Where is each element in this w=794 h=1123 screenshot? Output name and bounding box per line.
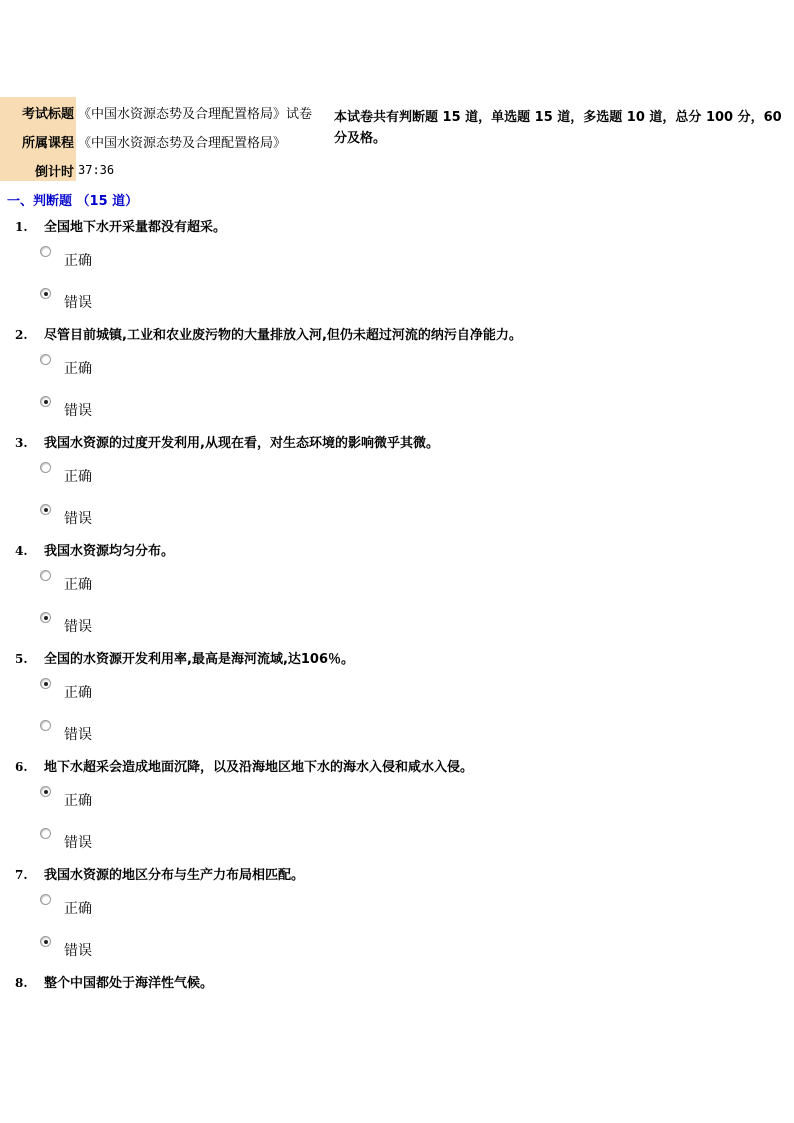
radio-unchecked-icon[interactable]: [40, 720, 51, 731]
question-text: 全国地下水开采量都没有超采。: [44, 220, 227, 235]
question-title: [15, 864, 304, 883]
exam-intro-line: 本试卷共有判断题 15 道，单选题 15 道，多选题 10 道，总分 100 分，60: [334, 110, 782, 125]
question-number: 3.: [15, 436, 28, 450]
exam-info-panel: [0, 97, 794, 181]
radio-unchecked-icon[interactable]: [40, 354, 51, 365]
radio-checked-icon[interactable]: [40, 396, 51, 407]
answer-option-label: 正确: [64, 901, 92, 917]
question-title: [15, 648, 354, 667]
answer-option-label: 错误: [64, 403, 92, 419]
question-number: 2.: [15, 328, 28, 342]
question-title: [15, 756, 473, 775]
question-number: 5.: [15, 652, 28, 666]
answer-option-label: 正确: [64, 361, 92, 377]
section-title: 一、判断题 （15 道）: [7, 194, 139, 209]
question-number: 6.: [15, 760, 28, 774]
radio-checked-icon[interactable]: [40, 936, 51, 947]
countdown-value: 37:36: [78, 163, 115, 177]
radio-dot-icon: [44, 292, 48, 296]
question-title: [15, 216, 226, 235]
answer-option-label: 错误: [64, 943, 92, 959]
answer-option-label: 错误: [64, 619, 92, 635]
radio-dot-icon: [44, 616, 48, 620]
answer-option-label: 正确: [64, 577, 92, 593]
radio-unchecked-icon[interactable]: [40, 462, 51, 473]
question-text: 我国水资源均匀分布。: [44, 544, 175, 559]
answer-option-label: 错误: [64, 295, 92, 311]
countdown-label: 倒计时: [34, 165, 74, 180]
exam-info-labels: [0, 97, 76, 181]
question-title: [15, 972, 213, 991]
radio-unchecked-icon[interactable]: [40, 570, 51, 581]
exam-title-label: 考试标题: [21, 107, 74, 122]
radio-checked-icon[interactable]: [40, 288, 51, 299]
answer-option-label: 错误: [64, 511, 92, 527]
question-title: [15, 324, 522, 343]
radio-dot-icon: [44, 790, 48, 794]
question-text: 地下水超采会造成地面沉降，以及沿海地区地下水的海水入侵和咸水入侵。: [44, 760, 474, 775]
question-number: 4.: [15, 544, 28, 558]
answer-option-label: 正确: [64, 685, 92, 701]
question-text: 我国水资源的过度开发利用,从现在看，对生态环境的影响微乎其微。: [44, 436, 439, 451]
exam-intro-line: 分及格。: [334, 131, 387, 146]
radio-checked-icon[interactable]: [40, 678, 51, 689]
question-number: 1.: [15, 220, 28, 234]
question-number: 7.: [15, 868, 28, 882]
radio-checked-icon[interactable]: [40, 504, 51, 515]
answer-option-label: 正确: [64, 469, 92, 485]
radio-dot-icon: [44, 682, 48, 686]
answer-option-label: 正确: [64, 253, 92, 269]
radio-unchecked-icon[interactable]: [40, 828, 51, 839]
exam-intro: [334, 107, 794, 149]
question-title: [15, 432, 439, 451]
radio-dot-icon: [44, 400, 48, 404]
question-text: 全国的水资源开发利用率,最高是海河流域,达106％。: [44, 652, 355, 667]
question-text: 整个中国都处于海洋性气候。: [44, 976, 214, 991]
course-label: 所属课程: [21, 136, 74, 151]
question-title: [15, 540, 174, 559]
answer-option-label: 正确: [64, 793, 92, 809]
question-number: 8.: [15, 976, 28, 990]
radio-checked-icon[interactable]: [40, 786, 51, 797]
radio-dot-icon: [44, 940, 48, 944]
course-value: 《中国水资源态势及合理配置格局》: [78, 136, 287, 151]
radio-unchecked-icon[interactable]: [40, 246, 51, 257]
question-text: 我国水资源的地区分布与生产力布局相匹配。: [44, 868, 305, 883]
answer-option-label: 错误: [64, 727, 92, 743]
exam-title-value: 《中国水资源态势及合理配置格局》试卷: [78, 107, 313, 122]
question-text: 尽管目前城镇,工业和农业废污物的大量排放入河,但仍未超过河流的纳污自净能力。: [44, 328, 522, 343]
answer-option-label: 错误: [64, 835, 92, 851]
radio-checked-icon[interactable]: [40, 612, 51, 623]
radio-dot-icon: [44, 508, 48, 512]
radio-unchecked-icon[interactable]: [40, 894, 51, 905]
